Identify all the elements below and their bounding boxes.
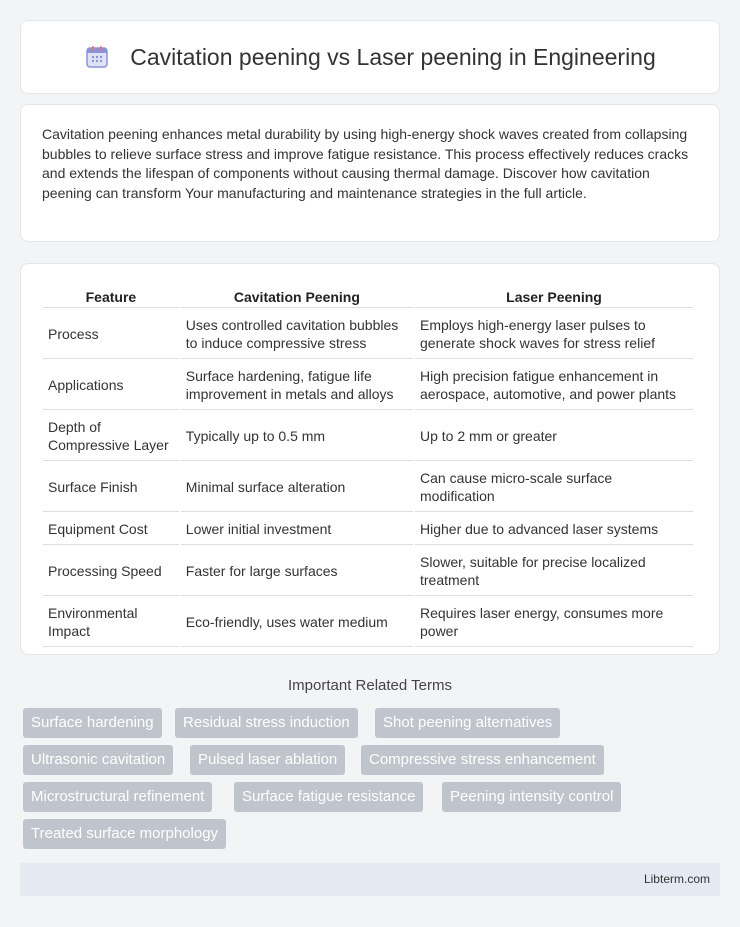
intro-text: Cavitation peening enhances metal durability by using high-energy shock waves created from collapsing bubbles to relieve surface stress and improve fatigue resistance. This process effectively reduces cracks and extends the lifespan of components without causing thermal damage. Discover how cavitation peening can transform Your manufacturing and maintenance strategies in the full article. bbox=[42, 126, 689, 201]
related-term-tag[interactable]: Ultrasonic cavitation bbox=[23, 745, 173, 775]
row-feature: Processing Speed bbox=[43, 547, 179, 596]
row-laser: Can cause micro-scale surface modification bbox=[415, 463, 693, 512]
row-feature: Environmental Impact bbox=[43, 598, 179, 647]
header-feature: Feature bbox=[43, 286, 179, 308]
row-laser: High precision fatigue enhancement in aerospace, automotive, and power plants bbox=[415, 361, 693, 410]
row-cavitation: Surface hardening, fatigue life improvement in metals and alloys bbox=[181, 361, 413, 410]
row-cavitation: Lower initial investment bbox=[181, 514, 413, 545]
row-laser: Up to 2 mm or greater bbox=[415, 412, 693, 461]
row-cavitation: Eco-friendly, uses water medium bbox=[181, 598, 413, 647]
table-row bbox=[43, 598, 693, 647]
title-card bbox=[20, 20, 720, 94]
row-laser: Employs high-energy laser pulses to generate shock waves for stress relief bbox=[415, 310, 693, 359]
intro-card bbox=[20, 104, 720, 242]
related-terms-title: Important Related Terms bbox=[288, 677, 452, 694]
table-row bbox=[43, 547, 693, 596]
comparison-table-card bbox=[20, 263, 720, 655]
related-term-tag[interactable]: Shot peening alternatives bbox=[375, 708, 560, 738]
table-row bbox=[43, 310, 693, 359]
table-row bbox=[43, 463, 693, 512]
related-term-tag[interactable]: Surface fatigue resistance bbox=[234, 782, 423, 812]
table-row bbox=[43, 412, 693, 461]
related-term-tag[interactable]: Treated surface morphology bbox=[23, 819, 226, 849]
row-laser: Higher due to advanced laser systems bbox=[415, 514, 693, 545]
related-term-tag[interactable]: Residual stress induction bbox=[175, 708, 358, 738]
table-row bbox=[43, 514, 693, 545]
row-cavitation: Faster for large surfaces bbox=[181, 547, 413, 596]
related-term-tag[interactable]: Compressive stress enhancement bbox=[361, 745, 604, 775]
header-laser: Laser Peening bbox=[415, 286, 693, 308]
related-term-tag[interactable]: Surface hardening bbox=[23, 708, 162, 738]
related-term-tag[interactable]: Microstructural refinement bbox=[23, 782, 212, 812]
row-feature: Equipment Cost bbox=[43, 514, 179, 545]
row-feature: Applications bbox=[43, 361, 179, 410]
footer bbox=[20, 863, 720, 896]
row-laser: Slower, suitable for precise localized treatment bbox=[415, 547, 693, 596]
row-feature: Process bbox=[43, 310, 179, 359]
comparison-table bbox=[41, 284, 695, 649]
table-header-row bbox=[43, 286, 693, 308]
related-term-tag[interactable]: Pulsed laser ablation bbox=[190, 745, 345, 775]
header-cavitation: Cavitation Peening bbox=[181, 286, 413, 308]
row-cavitation: Typically up to 0.5 mm bbox=[181, 412, 413, 461]
row-feature: Surface Finish bbox=[43, 463, 179, 512]
page-title: Cavitation peening vs Laser peening in Engineering bbox=[130, 43, 656, 70]
related-term-tag[interactable]: Peening intensity control bbox=[442, 782, 621, 812]
row-cavitation: Uses controlled cavitation bubbles to induce compressive stress bbox=[181, 310, 413, 359]
row-feature: Depth of Compressive Layer bbox=[43, 412, 179, 461]
row-laser: Requires laser energy, consumes more power bbox=[415, 598, 693, 647]
calendar-icon bbox=[84, 44, 110, 70]
row-cavitation: Minimal surface alteration bbox=[181, 463, 413, 512]
footer-site-link[interactable]: Libterm.com bbox=[643, 872, 710, 886]
table-row bbox=[43, 361, 693, 410]
